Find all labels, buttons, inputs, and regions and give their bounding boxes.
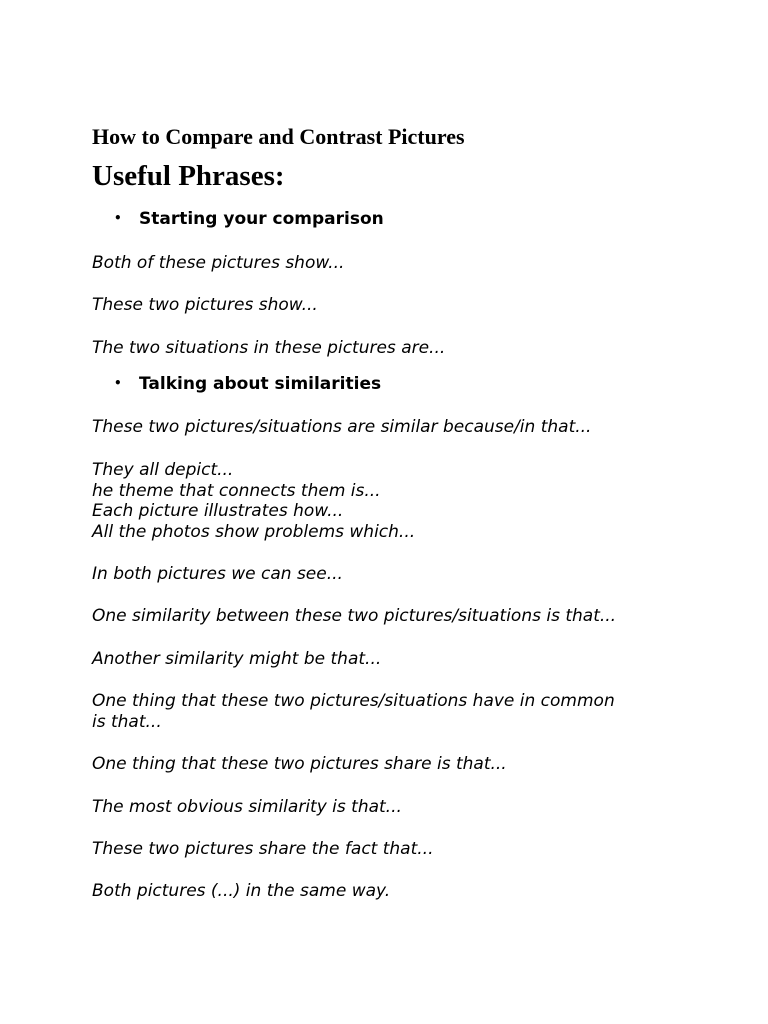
phrase-item: One similarity between these two pictures/situations is that... <box>92 606 617 626</box>
section-label: Starting your comparison <box>139 209 384 229</box>
bullet-icon: • <box>114 376 122 390</box>
useful-phrases-heading: Useful Phrases: <box>92 160 285 192</box>
phrase-group <box>92 460 415 542</box>
section-talking-similarities <box>114 374 381 394</box>
phrase-item: In both pictures we can see... <box>92 564 343 584</box>
phrase-group <box>92 691 615 732</box>
phrase-item: Another similarity might be that... <box>92 649 382 669</box>
phrase-item: They all depict... <box>92 460 234 480</box>
document-title: How to Compare and Contrast Pictures <box>92 124 465 149</box>
phrase-item: All the photos show problems which... <box>92 521 416 542</box>
phrase-item: Both pictures (...) in the same way. <box>92 881 391 901</box>
phrase-item: One thing that these two pictures/situations have in common <box>92 691 615 711</box>
phrase-item: he theme that connects them is... <box>92 480 381 501</box>
phrase-item: Both of these pictures show... <box>92 253 345 273</box>
bullet-icon: • <box>114 211 122 225</box>
section-starting-comparison <box>114 209 384 229</box>
phrase-item: Each picture illustrates how... <box>92 501 344 521</box>
section-label: Talking about similarities <box>139 374 382 394</box>
phrase-item: These two pictures/situations are similar because/in that... <box>92 417 592 437</box>
phrase-item: One thing that these two pictures share is that... <box>92 754 507 774</box>
phrase-item: These two pictures share the fact that... <box>92 839 434 859</box>
phrase-item: is that... <box>92 711 162 732</box>
phrase-item: These two pictures show... <box>92 295 318 315</box>
phrase-item: The two situations in these pictures are... <box>92 338 446 358</box>
phrase-item: The most obvious similarity is that... <box>92 797 402 817</box>
